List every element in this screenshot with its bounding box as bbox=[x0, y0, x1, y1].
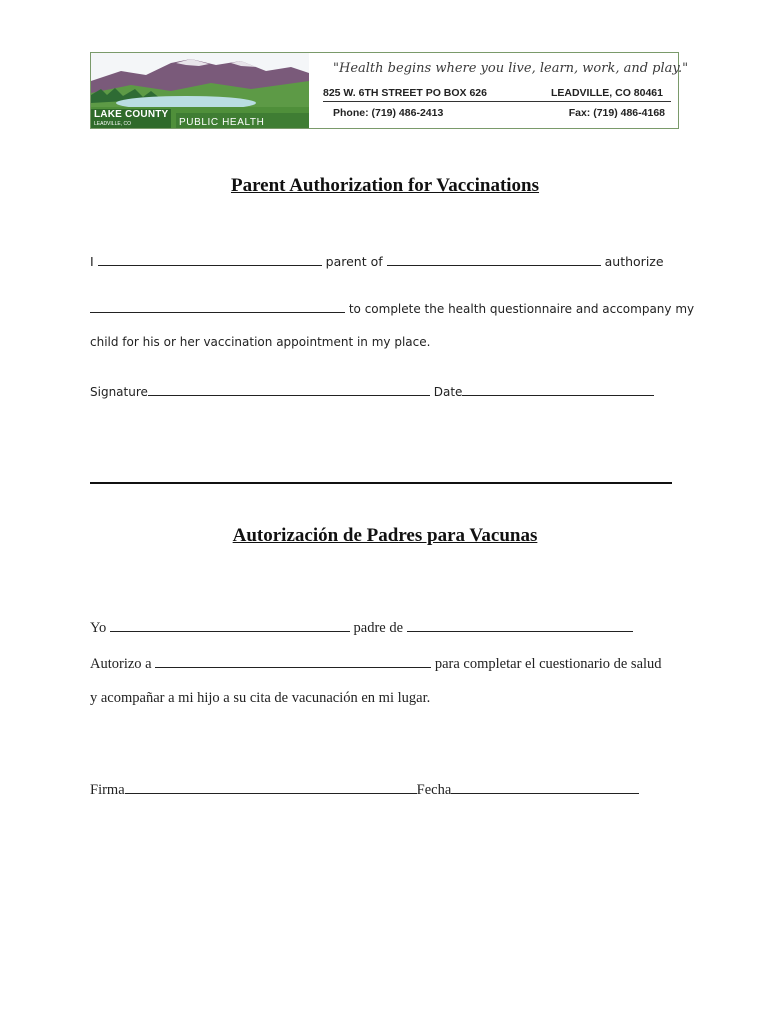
spanish-line-2 bbox=[90, 654, 662, 673]
spanish-signature-line bbox=[90, 780, 639, 799]
english-line-1 bbox=[90, 253, 664, 269]
firma-label: Firma bbox=[90, 782, 125, 798]
es-name-field[interactable] bbox=[110, 618, 350, 632]
es-line2-suffix: para completar el cuestionario de salud bbox=[434, 656, 662, 672]
spanish-line-3: y acompañar a mi hijo a su cita de vacunación en mi lugar. bbox=[90, 690, 431, 706]
es-line1-prefix: Yo bbox=[90, 620, 107, 636]
fecha-label: Fecha bbox=[416, 782, 452, 798]
header-banner bbox=[90, 52, 689, 139]
line1-prefix: I bbox=[90, 254, 94, 269]
date-label: Date bbox=[433, 385, 463, 399]
logo-town-text: LEADVILLE, CO bbox=[94, 121, 131, 127]
line1-middle: parent of bbox=[325, 254, 383, 269]
logo-agency-text: PUBLIC HEALTH AGENCY bbox=[179, 117, 265, 139]
agency-logo bbox=[91, 53, 309, 139]
authorized-person-field[interactable] bbox=[90, 300, 345, 313]
es-padre-de-field[interactable] bbox=[407, 618, 633, 632]
agency-slogan: "Health begins where you live, learn, work, and play." bbox=[333, 61, 689, 76]
signature-field[interactable] bbox=[148, 383, 430, 396]
date-field[interactable] bbox=[462, 383, 654, 396]
es-line2-prefix: Autorizo a bbox=[90, 656, 152, 672]
english-signature-line bbox=[90, 383, 654, 399]
es-line1-middle: padre de bbox=[353, 620, 404, 636]
fecha-field[interactable] bbox=[451, 780, 639, 794]
logo-county-text: LAKE COUNTY bbox=[94, 109, 169, 120]
line2-suffix: to complete the health questionnaire and accompany my bbox=[348, 302, 695, 316]
fax-number: Fax: (719) 486-4168 bbox=[568, 107, 665, 119]
english-line-3: child for his or her vaccination appointment in my place. bbox=[90, 335, 431, 349]
address-row bbox=[323, 87, 671, 102]
phone-number: Phone: (719) 486-2413 bbox=[333, 107, 444, 119]
line1-suffix: authorize bbox=[604, 254, 664, 269]
signature-label: Signature bbox=[90, 385, 148, 399]
child-name-field[interactable] bbox=[98, 253, 322, 266]
city-address: LEADVILLE, CO 80461 bbox=[550, 87, 663, 99]
es-authorized-field[interactable] bbox=[155, 654, 431, 668]
english-line-2 bbox=[90, 300, 694, 316]
contact-row bbox=[323, 107, 671, 121]
spanish-line-1 bbox=[90, 618, 633, 637]
parent-of-field[interactable] bbox=[387, 253, 601, 266]
section-divider bbox=[90, 482, 672, 484]
spanish-title: Autorización de Padres para Vacunas bbox=[232, 525, 538, 546]
street-address: 825 W. 6TH STREET PO BOX 626 bbox=[323, 87, 487, 99]
english-title: Parent Authorization for Vaccinations bbox=[230, 175, 540, 196]
firma-field[interactable] bbox=[125, 780, 417, 794]
